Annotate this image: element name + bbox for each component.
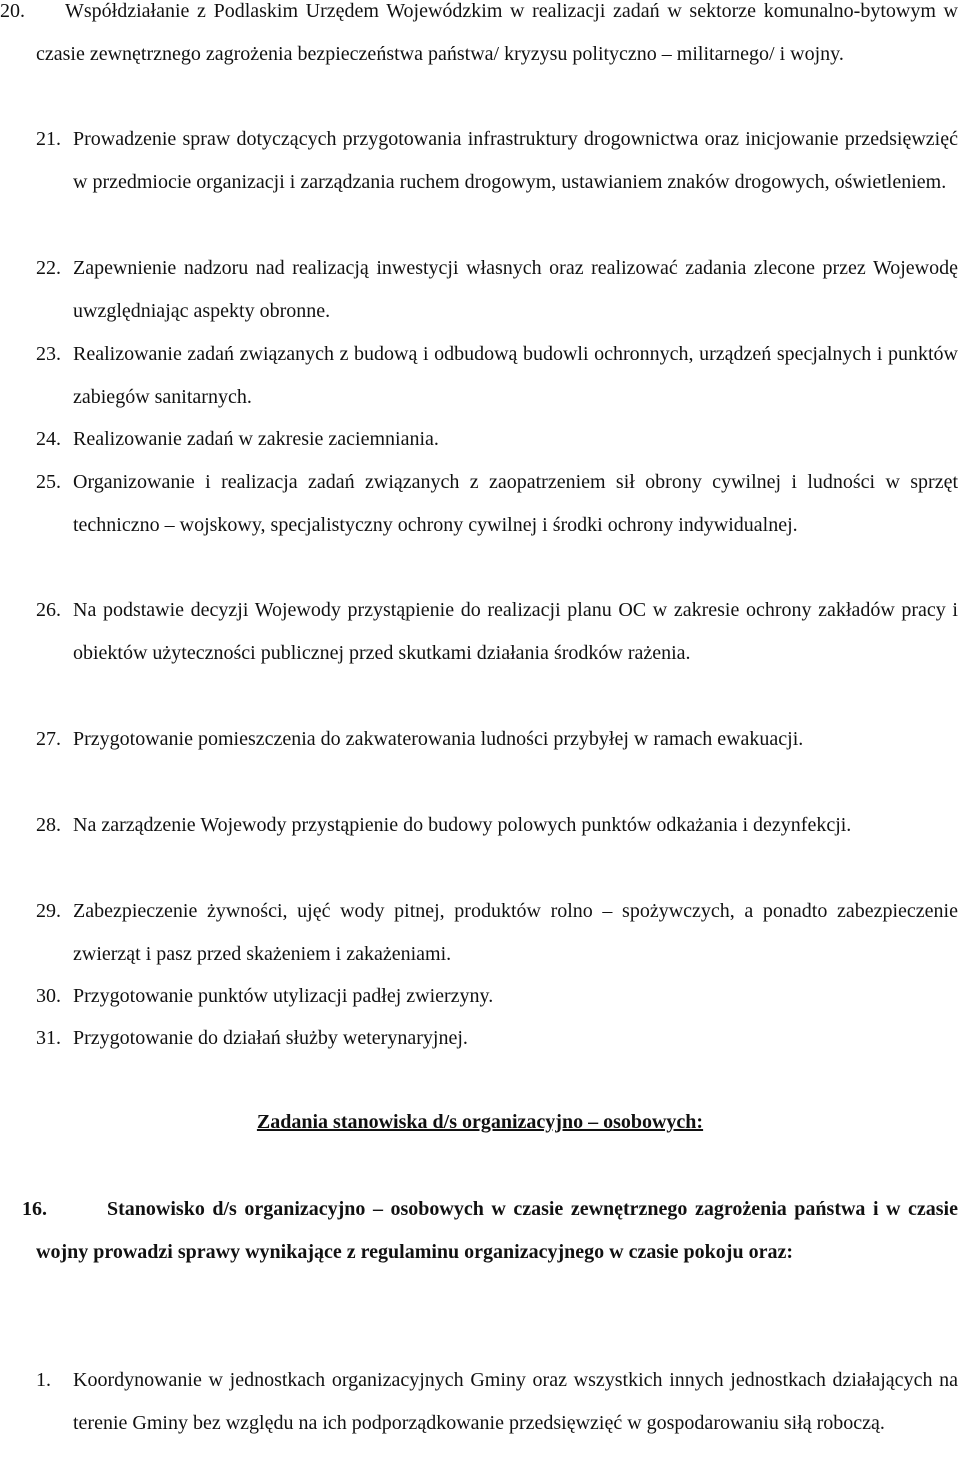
item-text: Na podstawie decyzji Wojewody przystąpienie do realizacji planu OC w zakresie ochrony zakładów pracy i obiektów użyteczności publicznej przed skutkami działania środków rażenia. (73, 599, 958, 664)
item-text: Przygotowanie do działań służby weterynaryjnej. (73, 1027, 468, 1049)
item-number: 23. (36, 343, 61, 365)
item-number: 27. (36, 728, 61, 750)
section-number: 16. (22, 1198, 47, 1220)
item-text: Zabezpieczenie żywności, ujęć wody pitnej, produktów rolno – spożywczych, a ponadto zabezpieczenie zwierząt i pasz przed skażeniem i zakażeniami. (73, 900, 958, 965)
item-text: Współdziałanie z Podlaskim Urzędem Wojewódzkim w realizacji zadań w sektorze komunalno-bytowym w czasie zewnętrznego zagrożenia bezpieczeństwa państwa/ kryzysu polityczno – militarnego/ i wojny. (36, 0, 958, 65)
item-text: Realizowanie zadań w zakresie zaciemniania. (73, 428, 439, 450)
item-number: 1. (36, 1369, 51, 1391)
item-text: Zapewnienie nadzoru nad realizacją inwestycji własnych oraz realizować zadania zlecone przez Wojewodę uwzględniając aspekty obronne. (73, 257, 958, 322)
item-text: Przygotowanie pomieszczenia do zakwaterowania ludności przybyłej w ramach ewakuacji. (73, 728, 804, 750)
item-number: 21. (36, 128, 61, 150)
item-number: 28. (36, 814, 61, 836)
item-text: Prowadzenie spraw dotyczących przygotowania infrastruktury drogownictwa oraz inicjowanie przedsięwzięć w przedmiocie organizacji i zarządzania ruchem drogowym, ustawianiem znaków drogowych, oświetleniem. (73, 128, 958, 193)
item-number: 29. (36, 900, 61, 922)
item-text: Koordynowanie w jednostkach organizacyjnych Gminy oraz wszystkich innych jednostkach działających na terenie Gminy bez względu na ich podporządkowanie przedsięwzięć w gospodarowaniu siłą roboczą. (73, 1369, 958, 1434)
item-text: Na zarządzenie Wojewody przystąpienie do budowy polowych punktów odkażania i dezynfekcji. (73, 814, 852, 836)
item-text: Organizowanie i realizacja zadań związanych z zaopatrzeniem sił obrony cywilnej i ludności w sprzęt techniczno – wojskowy, specjalistyczny ochrony cywilnej i środki ochrony indywidualnej. (73, 471, 958, 536)
item-text: Przygotowanie punktów utylizacji padłej zwierzyny. (73, 985, 494, 1007)
section-text: Stanowisko d/s organizacyjno – osobowych w czasie zewnętrznego zagrożenia państwa i w czasie wojny prowadzi sprawy wynikające z regulaminu organizacyjnego w czasie pokoju oraz: (36, 1198, 958, 1263)
item-number: 30. (36, 985, 61, 1007)
item-number: 20. (0, 0, 25, 22)
item-number: 31. (36, 1027, 61, 1049)
item-number: 24. (36, 428, 61, 450)
item-text: Realizowanie zadań związanych z budową i odbudową budowli ochronnych, urządzeń specjalnych i punktów zabiegów sanitarnych. (73, 343, 958, 408)
section-heading: Zadania stanowiska d/s organizacyjno – osobowych: (256, 1111, 704, 1133)
item-number: 22. (36, 257, 61, 279)
item-number: 26. (36, 599, 61, 621)
item-number: 25. (36, 471, 61, 493)
